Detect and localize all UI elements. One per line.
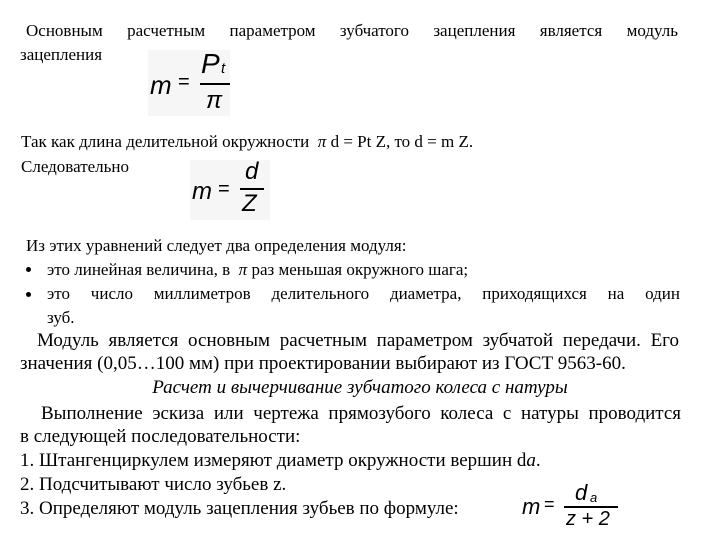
formula3-numerator: d: [575, 480, 588, 505]
formula2-lhs: m: [192, 178, 212, 205]
step-3: 3. Определяют модуль зацепления зубьев по формуле:: [20, 498, 459, 519]
formula1-fraction-bar: [200, 83, 230, 85]
step-1-period: .: [535, 450, 541, 471]
procedure-intro-line-2: в следующей последовательности:: [20, 426, 301, 447]
intro-line-1: Основным расчетным параметром зубчатого зацепления является модуль: [26, 21, 678, 40]
step-2: 2. Подсчитывают число зубьев z.: [20, 474, 287, 495]
formula1-denominator: π: [206, 87, 223, 114]
bullet-1-dot: [26, 267, 31, 272]
bullet-1-part-a: это линейная величина, в: [47, 260, 231, 279]
bullet-1-text: [47, 260, 468, 280]
formula2-numerator: d: [245, 158, 259, 185]
formula-module-pitch: [148, 50, 230, 116]
bullet-2-line-2: зуб.: [47, 308, 75, 327]
formula1-numerator: P: [201, 48, 220, 79]
bullet-2-dot: [26, 292, 31, 297]
formula3-numerator-subscript: a: [590, 490, 598, 505]
formula3-equals: =: [544, 494, 555, 514]
step-1-subscript: a: [526, 450, 536, 471]
bullet-2-line-1: это число миллиметров делительного диаметра, приходящихся на один: [47, 284, 680, 303]
formula2-equals: =: [218, 178, 230, 200]
formula1-numerator-subscript: t: [221, 60, 226, 77]
step-1: [20, 450, 541, 472]
formula3-denominator: z + 2: [566, 508, 610, 530]
bullet-1-part-b: раз меньшая окружного шага;: [251, 260, 469, 279]
formula-module-tip-diameter: [520, 480, 620, 534]
module-description-line-1: Модуль является основным расчетным параметром зубчатой передачи. Его: [37, 330, 679, 351]
pi-symbol-2: π: [238, 260, 248, 279]
circle-length-equation: d = Pt Z, то d = m Z.: [330, 132, 474, 151]
circle-length-text: Так как длина делительной окружности: [21, 132, 310, 151]
definitions-intro: Из этих уравнений следует два определения модуля:: [26, 236, 407, 255]
circle-length-line: [21, 132, 473, 152]
formula2-denominator: Z: [242, 190, 257, 217]
formula-module-diameter: [190, 160, 270, 220]
formula3-lhs: m: [522, 494, 541, 519]
pi-symbol: π: [317, 132, 327, 151]
formula1-lhs: m: [150, 70, 172, 100]
formula1-equals: =: [178, 71, 190, 93]
therefore-line: Следовательно: [21, 157, 130, 176]
intro-line-2: зацепления: [20, 45, 103, 64]
module-description-line-2: значения (0,05…100 мм) при проектировании выбирают из ГОСТ 9563-60.: [20, 353, 626, 374]
procedure-intro-line-1: Выполнение эскиза или чертежа прямозубого колеса с натуры проводится: [41, 403, 681, 424]
step-1-text: 1. Штангенциркулем измеряют диаметр окружности вершин d: [20, 450, 527, 471]
section-heading: Расчет и вычерчивание зубчатого колеса с натуры: [152, 377, 568, 398]
